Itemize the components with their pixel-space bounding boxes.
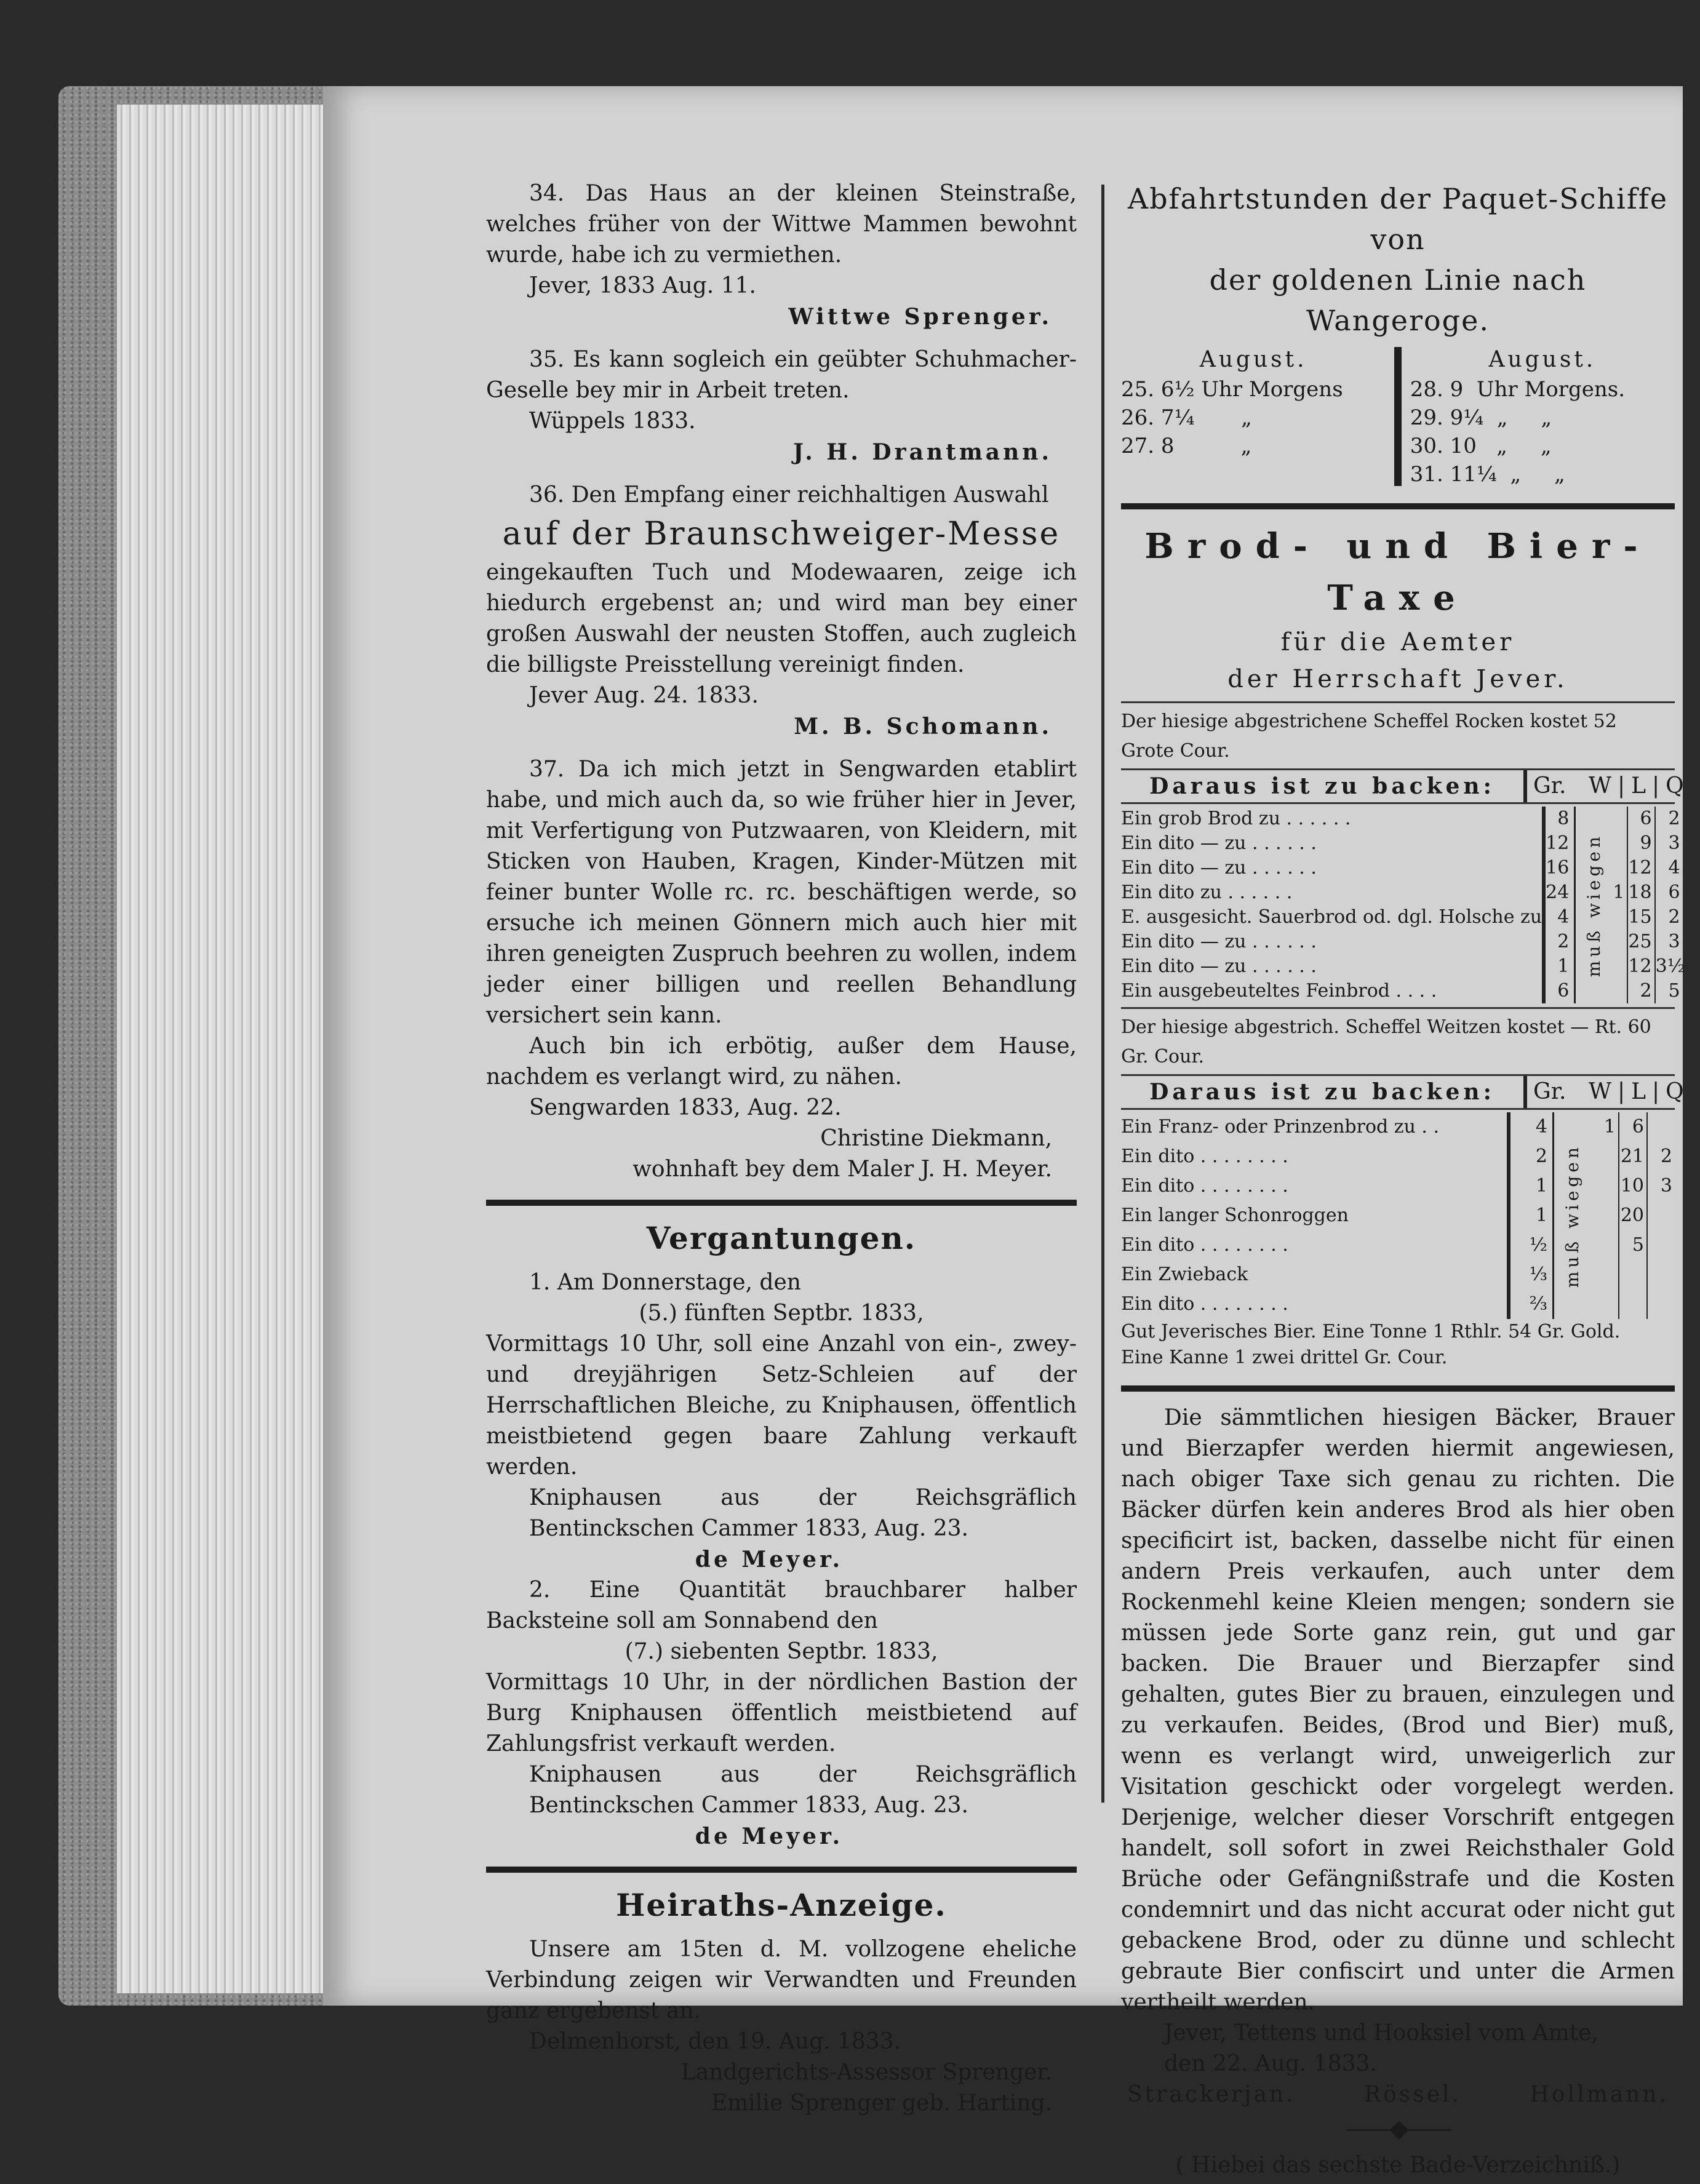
rye-w-column: [1613, 807, 1628, 1003]
table-header-main: Daraus ist zu backen:: [1121, 1076, 1527, 1108]
page-stack: [117, 105, 326, 1993]
cell: 18: [1628, 882, 1652, 903]
ferry-title-line1: Abfahrtstunden der Paquet-Schiffe von: [1127, 182, 1669, 256]
cell: 2: [1668, 808, 1680, 829]
marriage-signer: Landgerichts-Assessor Sprenger.: [680, 2060, 1052, 2085]
bakers-decree: [1121, 1403, 1675, 2184]
cell: 15: [1628, 906, 1652, 928]
cell: [1613, 807, 1624, 831]
signer: Rössel.: [1364, 2082, 1462, 2107]
cell: [1648, 1289, 1672, 1319]
table-row: Ein dito . . . . . . . .: [1121, 1293, 1288, 1315]
ad-37: [486, 754, 1077, 1185]
auction-2-text: 2. Eine Quantität brauchbarer halber Backsteine soll am Sonnabend den: [486, 1577, 1077, 1633]
wheat-table: [1121, 1112, 1675, 1319]
brace-label: [1554, 1112, 1591, 1319]
ad-34-text: 34. Das Haus an der kleinen Steinstraße, welches früher von der Wittwe Mammen bewohnt wurde, habe ich zu vermiethen.: [486, 181, 1077, 268]
bread-beer-tax: [1121, 520, 1690, 1371]
cell: [1591, 1142, 1616, 1171]
rye-l-column: [1628, 807, 1655, 1003]
auction-2-line2: (7.) siebenten Septbr. 1833,: [625, 1639, 938, 1664]
ad-35-text: 35. Es kann sogleich ein geübter Schuhmacher-Geselle bey mir in Arbeit treten.: [486, 347, 1077, 403]
cell: [1591, 1230, 1616, 1260]
table-row: Ein dito . . . . . . . .: [1121, 1175, 1288, 1197]
ferry-left-half: [1121, 345, 1386, 488]
signer: Hollmann.: [1530, 2082, 1669, 2107]
ad-36-text: eingekauften Tuch und Modewaaren, zeige ich hiedurch ergebenst an; und wird man bey einer großen Auswahl der neusten Stoffen, auch zugleich die billigste Preisstellung vereinigt finden.: [486, 560, 1077, 677]
brace-text: muß wiegen: [1562, 1143, 1582, 1288]
wheat-l-column: [1619, 1112, 1648, 1319]
ad-37-text2: Auch bin ich erbötig, außer dem Hause, nachdem es verlangt wird, zu nähen.: [486, 1034, 1077, 1090]
auction-1-text: Vormittags 10 Uhr, soll eine Anzahl von ein-, zwey- und dreyjährigen Setz-Schleien auf der Herrschaftlichen Bleiche, zu Kniphausen, öffentlich meistbietend gegen baare Zahlung verkauft werden.: [486, 1331, 1077, 1480]
decree-signers: [1121, 2079, 1675, 2110]
signer: Strackerjan.: [1127, 2082, 1296, 2107]
ornament-divider: ——◆——: [1345, 2114, 1451, 2143]
ferry-month-left: August.: [1199, 347, 1307, 372]
marriage-place: Delmenhorst, den 19. Aug. 1833.: [529, 2029, 901, 2054]
cell: 1: [1535, 1175, 1547, 1197]
cell: 4: [1535, 1116, 1547, 1138]
ferry-table: [1121, 345, 1675, 488]
auction-1-place: Kniphausen aus der Reichsgräflich Bentinckschen Cammer 1833, Aug. 23.: [529, 1485, 1077, 1541]
supplement-note: ( Hiebei das sechste Bade-Verzeichniß.): [1175, 2153, 1621, 2178]
ferry-row: 30. 10 „ „: [1410, 434, 1552, 458]
tax-subtitle-2: der Herrschaft Jever.: [1227, 665, 1568, 693]
cell: 2: [1557, 931, 1570, 952]
cell: 2: [1535, 1146, 1547, 1167]
cell: 1: [1613, 882, 1625, 903]
cell: 4: [1668, 857, 1680, 879]
ferry-right-half: [1410, 345, 1675, 488]
table-header-gr: Gr.: [1533, 1079, 1566, 1104]
marriage-heading: Heiraths-Anzeige.: [616, 1887, 947, 1923]
cell: ⅓: [1529, 1264, 1547, 1285]
brace-label: [1576, 807, 1613, 1003]
cell: [1648, 1201, 1672, 1230]
cell: [1613, 930, 1624, 954]
ad-35: [486, 345, 1077, 468]
table-row: Ein langer Schonroggen: [1121, 1205, 1349, 1226]
auction-1-line1: 1. Am Donnerstage, den: [529, 1270, 801, 1295]
ad-34-place: Jever, 1833 Aug. 11.: [529, 273, 756, 298]
brace-text: muß wiegen: [1584, 832, 1605, 978]
table-header-gr: Gr.: [1533, 773, 1566, 799]
section-rule: [486, 1867, 1077, 1873]
table-row: Ein ausgebeuteltes Feinbrod . . . .: [1121, 980, 1437, 1002]
right-column: [1121, 178, 1690, 2184]
cell: [1591, 1171, 1616, 1201]
cell: 6: [1632, 1116, 1644, 1138]
auction-1-line2: (5.) fünften Septbr. 1833,: [639, 1301, 924, 1326]
cell: 3: [1668, 931, 1680, 952]
wheat-q-column: [1648, 1112, 1675, 1319]
ferry-month-right: August.: [1488, 347, 1597, 372]
cell: 25: [1628, 931, 1652, 952]
beer-price-2: Eine Kanne 1 zwei drittel Gr. Cour.: [1121, 1347, 1448, 1368]
cell: 1: [1557, 955, 1570, 977]
cell: 12: [1628, 955, 1652, 977]
cell: 24: [1546, 882, 1570, 903]
rye-table-header: [1121, 768, 1690, 804]
decree-date: den 22. Aug. 1833.: [1164, 2051, 1377, 2076]
cell: 20: [1620, 1205, 1644, 1226]
ad-37-signer2: wohnhaft bey dem Maler J. H. Meyer.: [633, 1157, 1052, 1182]
section-rule: [486, 1200, 1077, 1206]
ferry-schedule: [1121, 178, 1675, 488]
cell: 10: [1620, 1175, 1644, 1197]
thin-rule: [1121, 1007, 1675, 1009]
table-header-units: W|L|Q: [1589, 1079, 1690, 1104]
wheat-item-names: [1121, 1112, 1510, 1319]
ferry-separator: [1394, 347, 1401, 486]
table-row: Ein dito . . . . . . . .: [1121, 1146, 1288, 1167]
wheat-w-column: [1591, 1112, 1619, 1319]
wheat-grote-column: [1510, 1112, 1554, 1319]
ferry-row: 31. 11¼ „ „: [1410, 462, 1565, 487]
auctions-section: [486, 1217, 1077, 1852]
cell: 12: [1546, 832, 1570, 854]
ad-37-text: 37. Da ich mich jetzt in Sengwarden etablirt habe, und mich auch da, so wie früher hier in Jever, mit Verfertigung von Putzwaaren, von Kleidern, mit Sticken von Hauben, Kragen, Kinder-Mützen mit feiner bunter Wolle rc. rc. beschäftigen werde, so ersuche ich meinen Gönnern mich auch hier mit ihren geneigten Zuspruch beehren zu wollen, indem jeder einer billigen und reellen Behandlung versichert sein kann.: [486, 757, 1077, 1028]
cell: 6: [1557, 980, 1570, 1002]
ad-37-signer: Christine Diekmann,: [820, 1126, 1052, 1151]
ad-35-place: Wüppels 1833.: [529, 409, 696, 434]
cell: 1: [1535, 1205, 1547, 1226]
ferry-row: 27. 8 „: [1121, 434, 1252, 458]
table-row: Ein dito — zu . . . . . .: [1121, 832, 1317, 854]
cell: 16: [1546, 857, 1570, 879]
ad-34-signer: Wittwe Sprenger.: [788, 304, 1052, 330]
ferry-row: 29. 9¼ „ „: [1410, 405, 1552, 430]
cell: ½: [1529, 1234, 1547, 1256]
tax-subtitle-1: für die Aemter: [1280, 628, 1515, 656]
cell: 2: [1640, 980, 1652, 1002]
cell: 2: [1668, 906, 1680, 928]
column-divider: [1101, 185, 1104, 1803]
rye-item-names: [1121, 807, 1546, 1003]
cell: [1613, 856, 1624, 880]
ad-36: [486, 480, 1077, 742]
cell: 3½: [1655, 955, 1685, 977]
cell: [1613, 954, 1624, 979]
cell: 6: [1668, 882, 1680, 903]
table-row: Ein dito . . . . . . . .: [1121, 1234, 1288, 1256]
cell: 12: [1628, 857, 1652, 879]
cell: 5: [1668, 980, 1680, 1002]
ad-36-place: Jever Aug. 24. 1833.: [529, 683, 759, 708]
cell: 21: [1620, 1146, 1644, 1167]
cell: [1591, 1289, 1616, 1319]
rye-table: [1121, 807, 1685, 1003]
table-row: Ein dito — zu . . . . . .: [1121, 857, 1317, 879]
cell: [1591, 1260, 1616, 1289]
cell: [1613, 831, 1624, 856]
auction-2-place: Kniphausen aus der Reichsgräflich Bentinckschen Cammer 1833, Aug. 23.: [529, 1762, 1077, 1818]
cell: [1613, 979, 1624, 1003]
section-rule: [1121, 1385, 1675, 1392]
wheat-price-line: Der hiesige abgestrich. Scheffel Weitzen kostet — Rt. 60 Gr. Cour.: [1121, 1016, 1651, 1067]
cell: 8: [1557, 808, 1570, 829]
cell: [1648, 1112, 1672, 1142]
cell: 2: [1660, 1146, 1672, 1167]
rye-q-column: [1656, 807, 1683, 1003]
table-row: Ein dito — zu . . . . . .: [1121, 955, 1317, 977]
ad-34: [486, 178, 1077, 332]
cell: [1648, 1230, 1672, 1260]
ferry-row: 28. 9 Uhr Morgens.: [1410, 377, 1626, 402]
section-rule: [1121, 503, 1675, 509]
wheat-table-header: [1121, 1074, 1690, 1110]
cell: 5: [1632, 1234, 1644, 1256]
cell: [1648, 1260, 1672, 1289]
decree-place: Jever, Tettens und Hooksiel vom Amte,: [1164, 2020, 1598, 2046]
tax-title: Brod- und Bier-Taxe: [1144, 526, 1651, 618]
ad-37-place: Sengwarden 1833, Aug. 22.: [529, 1095, 842, 1120]
table-row: Ein dito zu . . . . . .: [1121, 882, 1293, 903]
auction-2-text2: Vormittags 10 Uhr, in der nördlichen Bastion der Burg Kniphausen öffentlich meistbietend auf Zahlungsfrist verkauft werden.: [486, 1670, 1077, 1756]
cell: 4: [1557, 906, 1570, 928]
left-column: [486, 178, 1077, 2131]
table-header-main: Daraus ist zu backen:: [1121, 770, 1527, 802]
ad-36-intro: 36. Den Empfang einer reichhaltigen Auswahl: [529, 482, 1049, 508]
ferry-title-line2: der goldenen Linie nach Wangeroge.: [1209, 263, 1587, 337]
ad-36-signer: M. B. Schomann.: [794, 714, 1052, 739]
auctions-heading: Vergantungen.: [646, 1220, 917, 1256]
marriage-signer2: Emilie Sprenger geb. Harting.: [711, 2090, 1052, 2116]
ferry-row: 25. 6½ Uhr Morgens: [1121, 377, 1343, 402]
table-header-units: W|L|Q: [1589, 773, 1690, 799]
rye-price-line: Der hiesige abgestrichene Scheffel Rocken kostet 52 Grote Cour.: [1121, 711, 1617, 762]
cell: 9: [1640, 832, 1652, 854]
table-row: E. ausgesicht. Sauerbrod od. dgl. Holsche zu: [1121, 906, 1542, 928]
table-row: Ein Zwieback: [1121, 1264, 1248, 1285]
auction-2-signer: de Meyer.: [695, 1823, 844, 1849]
cell: [1591, 1201, 1616, 1230]
table-row: Ein dito — zu . . . . . .: [1121, 931, 1317, 952]
marriage-text: Unsere am 15ten d. M. vollzogene eheliche Verbindung zeigen wir Verwandten und Freunden ganz ergebenst an.: [486, 1937, 1077, 2023]
cell: [1619, 1260, 1644, 1289]
ferry-row: 26. 7¼ „: [1121, 405, 1252, 430]
rye-grote-column: [1546, 807, 1576, 1003]
cell: 6: [1640, 808, 1652, 829]
ad-35-signer: J. H. Drantmann.: [793, 439, 1052, 465]
table-row: Ein Franz- oder Prinzenbrod zu . .: [1121, 1116, 1440, 1138]
marriage-section: [486, 1884, 1077, 2119]
decree-text: Die sämmtlichen hiesigen Bäcker, Brauer und Bierzapfer werden hiermit angewiesen, nach obiger Taxe sich genau zu richten. Die Bäcker dürfen kein anderes Brod als hier oben specificirt ist, backen, dasselbe nicht für einen andern Preis verkaufen, auch unter dem Rockenmehl keine Kleien mengen; sondern sie müssen jede Sorte ganz rein, gut und gar backen. Die Brauer und Bierzapfer sind gehalten, gutes Bier zu brauen, einzulegen und zu verkaufen. Beides, (Brod und Bier) muß, wenn es verlangt wird, unweigerlich zur Visitation geschickt oder vorgelegt werden. Derjenige, welcher dieser Vorschrift entgegen handelt, soll sofort in zwei Reichsthaler Gold Brüche oder Gefängnißstrafe und die Kosten condemnirt und das nicht accurat oder nicht gut gebackene Brod, oder zu dünne und schlecht gebraute Bier confiscirt und unter die Armen vertheilt werden.: [1121, 1405, 1675, 2015]
cell: 1: [1603, 1116, 1616, 1138]
cell: ⅔: [1529, 1293, 1547, 1315]
cell: [1619, 1289, 1644, 1319]
cell: [1613, 905, 1624, 930]
ad-36-headline: auf der Braunschweiger-Messe: [502, 516, 1061, 552]
cell: 3: [1668, 832, 1680, 854]
auction-1-signer: de Meyer.: [695, 1547, 844, 1572]
beer-price-1: Gut Jeverisches Bier. Eine Tonne 1 Rthlr. 54 Gr. Gold.: [1121, 1321, 1621, 1342]
thin-rule: [1121, 701, 1675, 703]
table-row: Ein grob Brod zu . . . . . .: [1121, 808, 1351, 829]
cell: 3: [1660, 1175, 1672, 1197]
